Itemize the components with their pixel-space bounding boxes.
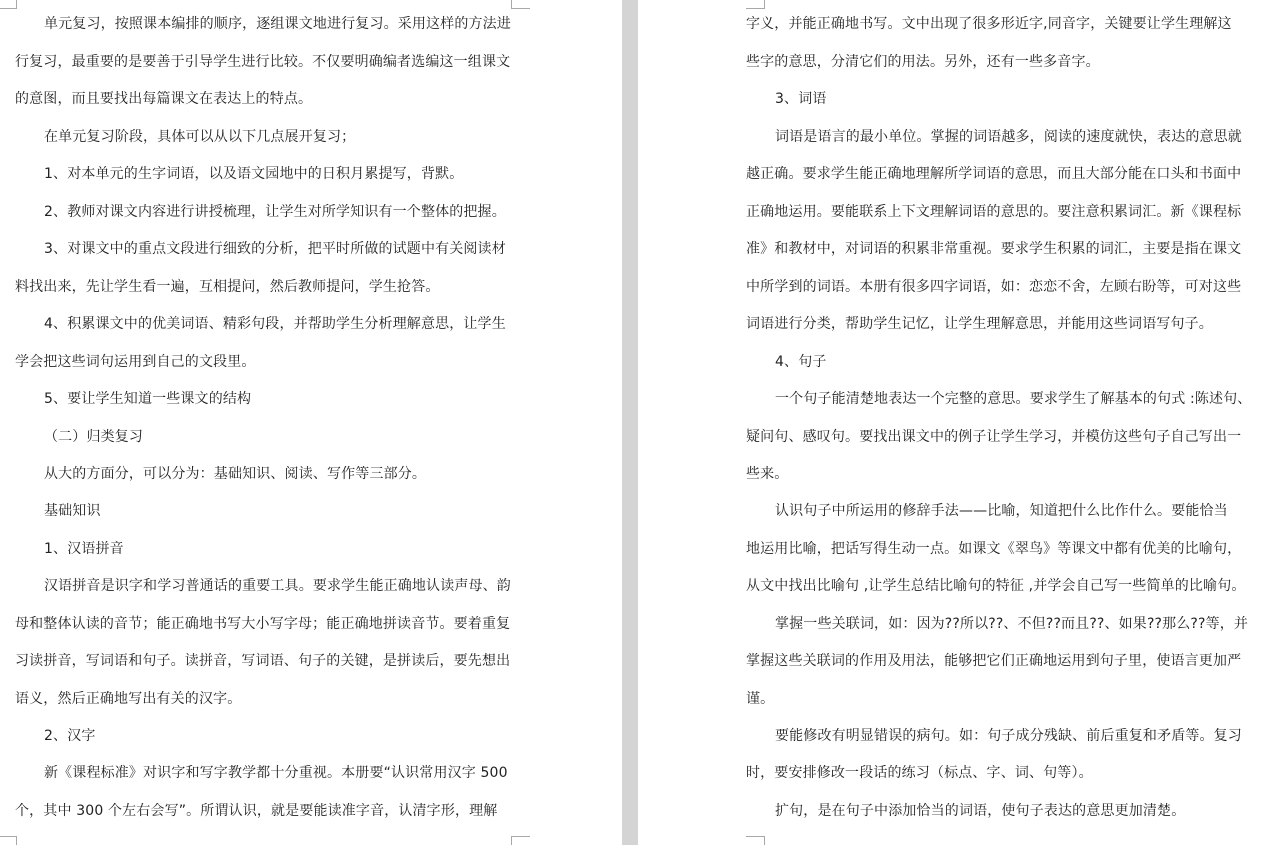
text-line: 个，其中 300 个左右会写”。所谓认识，就是要能读准字音，认清字形，理解 <box>15 803 498 819</box>
text-line: 疑问句、感叹句。要找出课文中的例子让学生学习，并模仿这些句子自己写出一 <box>746 429 1242 445</box>
page-corner-mark <box>0 0 17 9</box>
section-heading: 3、词语 <box>775 91 827 107</box>
text-line: 母和整体认读的音节；能正确地书写大小写字母；能正确地拼读音节。要着重复 <box>15 616 511 632</box>
text-line: 掌握一些关联词，如：因为??所以??、不但??而且??、如果??那么??等，并 <box>775 616 1249 632</box>
text-line: 时，要安排修改一段话的练习（标点、字、词、句等）。 <box>746 765 1093 781</box>
text-line: 些字的意思，分清它们的用法。另外，还有一些多音字。 <box>746 54 1100 70</box>
text-line: 语义，然后正确地写出有关的汉字。 <box>15 691 242 707</box>
text-line: 料找出来，先让学生看一遍，互相提问，然后教师提问，学生抢答。 <box>15 279 440 295</box>
text-line: 习读拼音，写词语和句子。读拼音，写词语、句子的关键，是拼读后，要先想出 <box>15 653 511 669</box>
document-page-right <box>638 0 1267 845</box>
text-line: 地运用比喻，把话写得生动一点。如课文《翠鸟》等课文中都有优美的比喻句， <box>746 541 1242 557</box>
page-corner-mark <box>511 0 530 9</box>
text-line: 认识句子中所运用的修辞手法——比喻，知道把什么比作什么。要能恰当 <box>775 503 1228 519</box>
page-corner-mark <box>746 836 765 845</box>
text-line: 从文中找出比喻句 ,让学生总结比喻句的特征 ,并学会自己写一些简单的比喻句。 <box>746 578 1246 594</box>
text-line: 3、对课文中的重点文段进行细致的分析，把平时所做的试题中有关阅读材 <box>44 241 506 257</box>
document-page-left <box>0 0 622 845</box>
text-line: 2、教师对课文内容进行讲授梳理，让学生对所学知识有一个整体的把握。 <box>44 204 506 220</box>
text-line: 学会把这些词句运用到自己的文段里。 <box>15 354 256 370</box>
text-line: 从大的方面分，可以分为：基础知识、阅读、写作等三部分。 <box>44 466 427 482</box>
text-line: 汉语拼音是识字和学习普通话的重要工具。要求学生能正确地认读声母、韵 <box>44 578 511 594</box>
text-line: 的意图，而且要找出每篇课文在表达上的特点。 <box>15 91 313 107</box>
text-line: 1、对本单元的生字词语，以及语文园地中的日积月累提写，背默。 <box>44 166 464 182</box>
section-heading: 2、汉字 <box>44 728 96 744</box>
section-heading: （二）归类复习 <box>44 429 144 445</box>
page-corner-mark <box>746 0 765 9</box>
text-line: 掌握这些关联词的作用及用法，能够把它们正确地运用到句子里，使语言更加严 <box>746 653 1242 669</box>
text-line: 些来。 <box>746 466 789 482</box>
text-line: 正确地运用。要能联系上下文理解词语的意思的。要注意积累词汇。新《课程标 <box>746 204 1242 220</box>
text-line: 词语是语言的最小单位。掌握的词语越多，阅读的速度就快，表达的意思就 <box>775 129 1242 145</box>
text-line: 中所学到的词语。本册有很多四字词语，如：恋恋不舍，左顾右盼等，可对这些 <box>746 279 1242 295</box>
text-line: 新《课程标准》对识字和写字教学都十分重视。本册要“认识常用汉字 500 <box>44 765 508 781</box>
text-line: 一个句子能清楚地表达一个完整的意思。要求学生了解基本的句式 :陈述句、 <box>775 391 1252 407</box>
page-corner-mark <box>511 836 530 845</box>
section-heading: 基础知识 <box>44 503 101 519</box>
text-line: 5、要让学生知道一些课文的结构 <box>44 391 252 407</box>
text-line: 越正确。要求学生能正确地理解所学词语的意思，而且大部分能在口头和书面中 <box>746 166 1242 182</box>
section-heading: 4、句子 <box>775 354 827 370</box>
section-heading: 1、汉语拼音 <box>44 541 124 557</box>
text-line: 谨。 <box>746 691 775 707</box>
text-line: 在单元复习阶段，具体可以从以下几点展开复习； <box>44 129 356 145</box>
text-line: 行复习，最重要的是要善于引导学生进行比较。不仅要明确编者选编这一组课文 <box>15 54 511 70</box>
text-line: 要能修改有明显错误的病句。如：句子成分残缺、前后重复和矛盾等。复习 <box>775 728 1242 744</box>
text-line: 单元复习，按照课本编排的顺序，逐组课文地进行复习。采用这样的方法进 <box>44 16 511 32</box>
text-line: 词语进行分类，帮助学生记忆，让学生理解意思，并能用这些词语写句子。 <box>746 316 1213 332</box>
text-line: 准》和教材中，对词语的积累非常重视。要求学生积累的词汇，主要是指在课文 <box>746 241 1242 257</box>
text-line: 字义，并能正确地书写。文中出现了很多形近字,同音字，关键要让学生理解这 <box>746 16 1232 32</box>
text-line: 扩句，是在句子中添加恰当的词语，使句子表达的意思更加清楚。 <box>775 803 1186 819</box>
text-line: 4、积累课文中的优美词语、精彩句段，并帮助学生分析理解意思，让学生 <box>44 316 506 332</box>
page-corner-mark <box>0 836 17 845</box>
